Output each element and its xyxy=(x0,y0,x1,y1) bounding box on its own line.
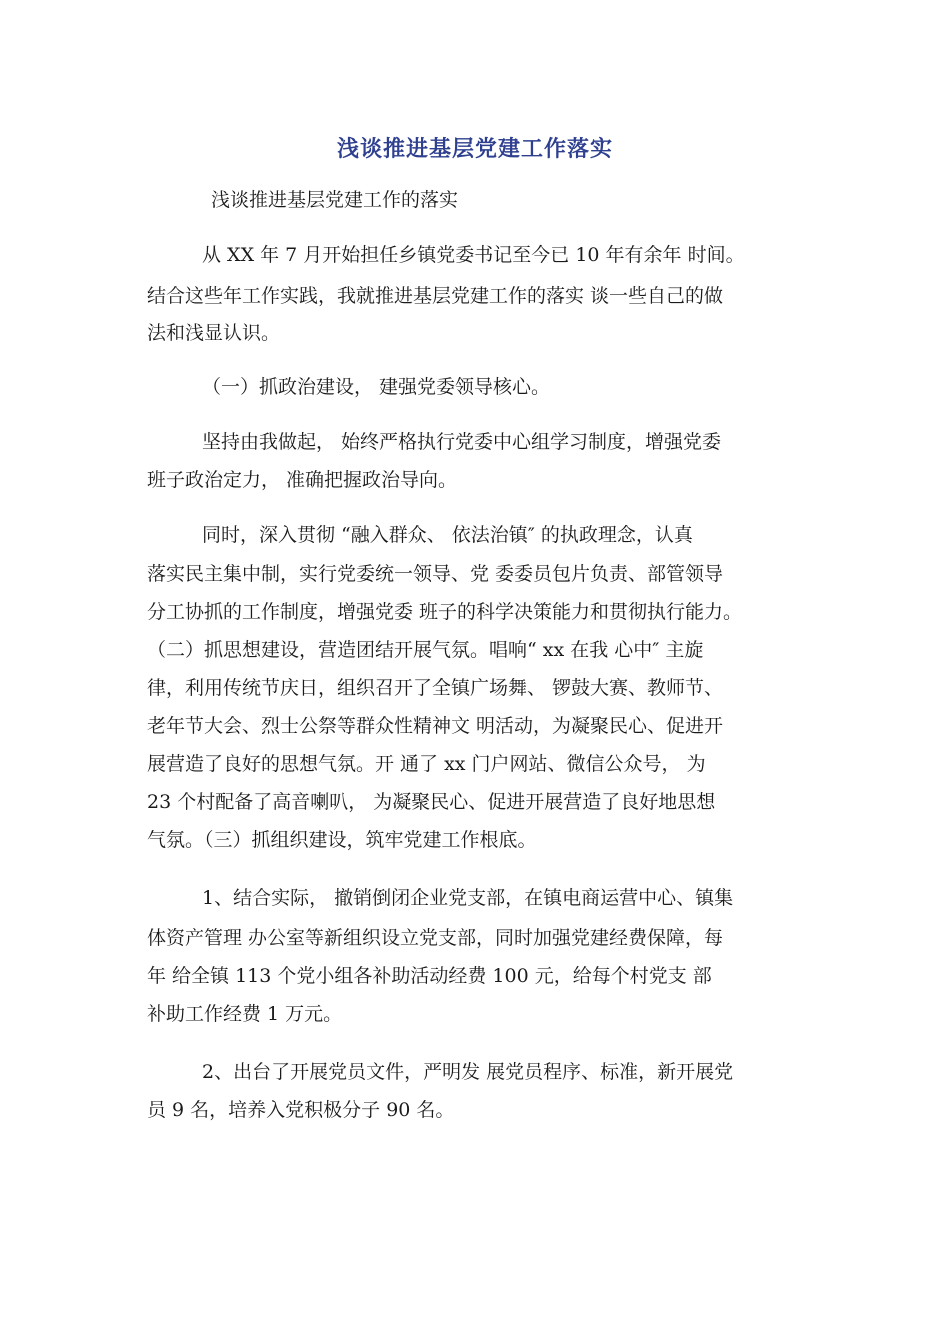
paragraph-line: 法和浅显认识。 xyxy=(147,322,281,344)
paragraph-line: 展营造了良好的思想气氛。开 通了 xx 门户网站、微信公众号， 为 xyxy=(147,753,706,775)
paragraph-line: 落实民主集中制，实行党委统一领导、党 委委员包片负责、部管领导 xyxy=(147,563,724,585)
paragraph-line: 结合这些年工作实践，我就推进基层党建工作的落实 谈一些自己的做 xyxy=(147,285,724,307)
paragraph-line: 体资产管理 办公室等新组织设立党支部，同时加强党建经费保障，每 xyxy=(147,927,724,949)
document-subtitle: 浅谈推进基层党建工作的落实 xyxy=(211,189,459,211)
paragraph-line: 1、结合实际， 撤销倒闭企业党支部，在镇电商运营中心、镇集 xyxy=(202,887,734,909)
paragraph-line: 气氛。（三）抓组织建设，筑牢党建工作根底。 xyxy=(147,829,537,851)
paragraph-line: （二）抓思想建设，营造团结开展气氛。唱响“ xx 在我 心中″ 主旋 xyxy=(147,639,704,661)
paragraph-line: 分工协抓的工作制度，增强党委 班子的科学决策能力和贯彻执行能力。 xyxy=(147,601,743,623)
paragraph-line: 年 给全镇 113 个党小组各补助活动经费 100 元，给每个村党支 部 xyxy=(147,965,712,987)
paragraph-line: 2、出台了开展党员文件，严明发 展党员程序、标准，新开展党 xyxy=(202,1061,734,1083)
document-title: 浅谈推进基层党建工作落实 xyxy=(336,137,613,162)
paragraph-line: 同时，深入贯彻 “融入群众、 依法治镇″ 的执政理念，认真 xyxy=(202,524,693,546)
paragraph-line: 老年节大会、烈士公祭等群众性精神文 明活动，为凝聚民心、促进开 xyxy=(147,715,724,737)
section-heading: （一）抓政治建设， 建强党委领导核心。 xyxy=(202,376,551,398)
paragraph-line: 员 9 名，培养入党积极分子 90 名。 xyxy=(147,1099,455,1121)
paragraph-line: 补助工作经费 1 万元。 xyxy=(147,1003,343,1025)
paragraph-line: 23 个村配备了高音喇叭， 为凝聚民心、促进开展营造了良好地思想 xyxy=(147,791,716,813)
paragraph-line: 律，利用传统节庆日，组织召开了全镇广场舞、 锣鼓大赛、教师节、 xyxy=(147,677,724,699)
paragraph-line: 班子政治定力， 准确把握政治导向。 xyxy=(147,469,458,491)
paragraph-line: 坚持由我做起， 始终严格执行党委中心组学习制度，增强党委 xyxy=(202,431,722,453)
paragraph-line: 从 XX 年 7 月开始担任乡镇党委书记至今已 10 年有余年 时间。 xyxy=(202,244,745,266)
